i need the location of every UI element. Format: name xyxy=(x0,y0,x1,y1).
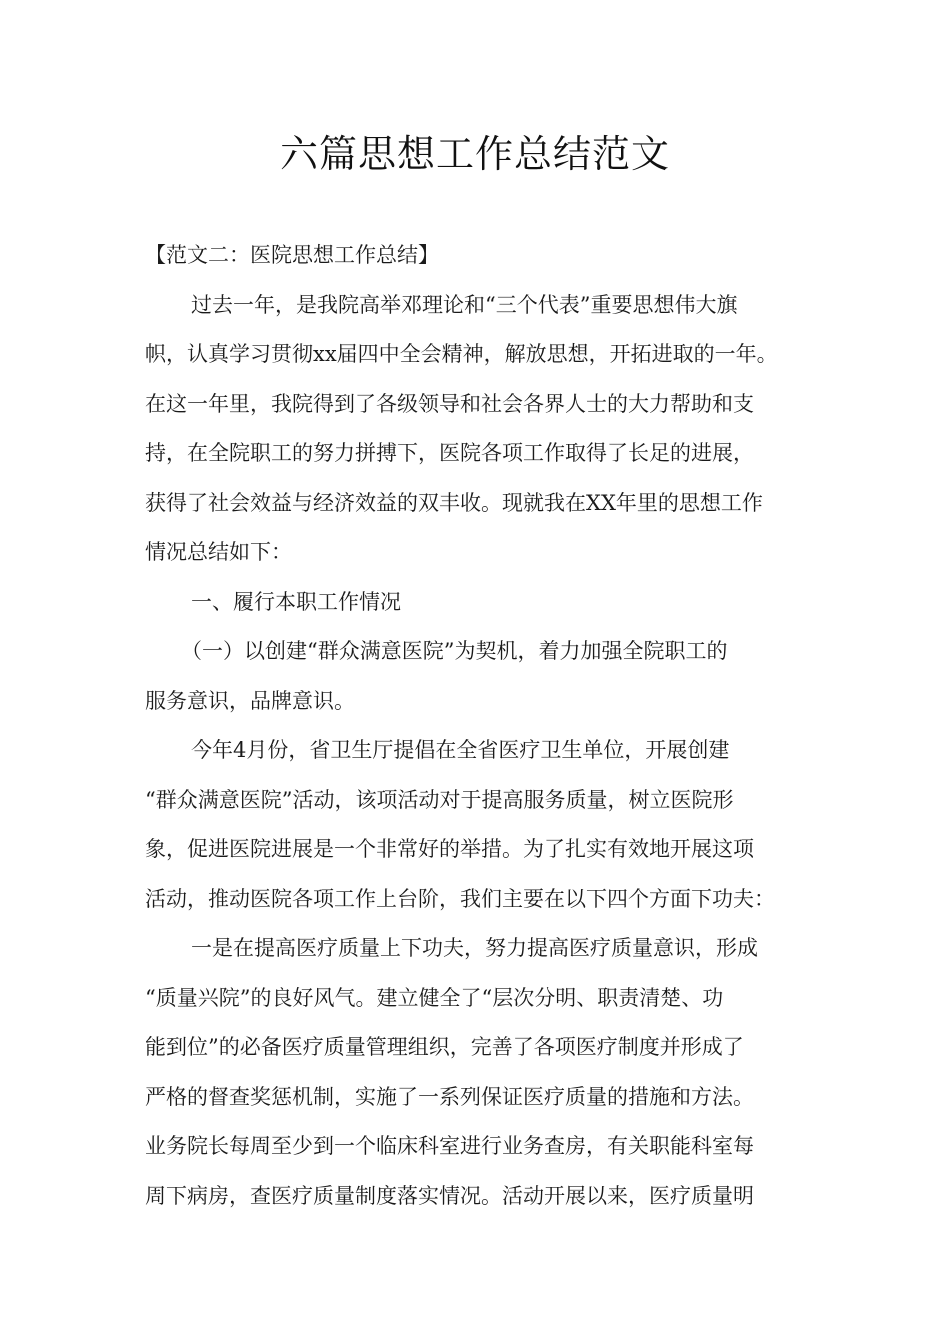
paragraph-line: 象，促进医院进展是一个非常好的举措。为了扎实有效地开展这项 xyxy=(145,837,754,861)
subsection-heading: 一、履行本职工作情况 xyxy=(191,589,401,614)
paragraph-line: 活动，推动医院各项工作上台阶，我们主要在以下四个方面下功夫： xyxy=(145,886,775,911)
paragraph-line: 严格的督查奖惩机制，实施了一系列保证医疗质量的措施和方法。 xyxy=(145,1084,754,1109)
paragraph-line: 获得了社会效益与经济效益的双丰收。现就我在XX年里的思想工作 xyxy=(145,490,763,515)
paragraph-line: 帜，认真学习贯彻xx届四中全会精神，解放思想，开拓进取的一年。 xyxy=(145,342,778,366)
paragraph-line: 今年4月份，省卫生厅提倡在全省医疗卫生单位，开展创建 xyxy=(191,738,730,762)
paragraph-line: 过去一年，是我院高举邓理论和“三个代表”重要思想伟大旗 xyxy=(191,292,738,317)
paragraph-line: （一）以创建“群众满意医院”为契机，着力加强全院职工的 xyxy=(181,639,728,663)
document-body xyxy=(145,231,810,1221)
paragraph-line: 周下病房，查医疗质量制度落实情况。活动开展以来，医疗质量明 xyxy=(145,1183,754,1208)
paragraph-line: “质量兴院”的良好风气。建立健全了“层次分明、职责清楚、功 xyxy=(145,985,724,1010)
paragraph-line: “群众满意医院”活动，该项活动对于提高服务质量，树立医院形 xyxy=(145,787,734,812)
paragraph-line: 一是在提高医疗质量上下功夫，努力提高医疗质量意识，形成 xyxy=(191,936,758,960)
section-heading: 【范文二：医院思想工作总结】 xyxy=(145,243,439,267)
paragraph-line: 持，在全院职工的努力拼搏下，医院各项工作取得了长足的进展， xyxy=(145,441,754,465)
paragraph-line: 服务意识，品牌意识。 xyxy=(145,688,355,713)
paragraph-line: 在这一年里，我院得到了各级领导和社会各界人士的大力帮助和支 xyxy=(145,391,754,416)
document-title: 六篇思想工作总结范文 xyxy=(279,132,670,176)
paragraph-line: 业务院长每周至少到一个临床科室进行业务查房，有关职能科室每 xyxy=(145,1134,754,1158)
paragraph-line: 能到位”的必备医疗质量管理组织，完善了各项医疗制度并形成了 xyxy=(145,1035,744,1059)
paragraph-line: 情况总结如下： xyxy=(145,540,292,564)
